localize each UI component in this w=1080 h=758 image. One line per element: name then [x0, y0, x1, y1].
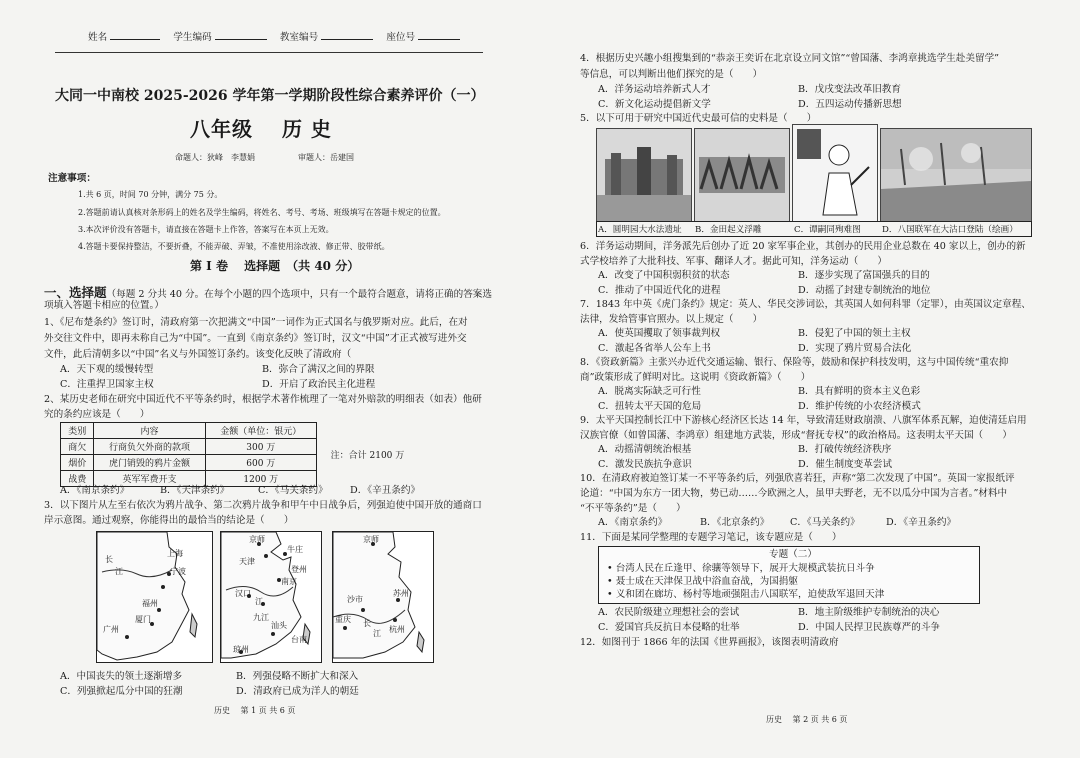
page-footer: 历史 第 1 页 共 6 页 — [214, 706, 296, 715]
q3-option-b[interactable]: B．列强侵略不断扩大和深入 — [236, 671, 359, 682]
q12-line: 12．如图刊于 1866 年的法国《世界画报》，该图表明清政府 — [580, 637, 839, 648]
q3-option-c[interactable]: C．列强掀起瓜分中国的狂潮 — [60, 686, 183, 697]
note-item: 2.答题前请认真核对条形码上的姓名及学生编码，将姓名、考号、考场、班级填写在答题卡规定的位置。 — [78, 208, 446, 217]
q8-option-d[interactable]: D．维护传统的小农经济模式 — [798, 401, 921, 412]
q7-option-c[interactable]: C．激起各省举人公车上书 — [598, 343, 711, 354]
exam-title: 大同一中南校 2025-2026 学年第一学期阶段性综合素养评价（一） — [55, 88, 485, 104]
q4-option-a[interactable]: A．洋务运动培养新式人才 — [598, 84, 711, 95]
q4-option-d[interactable]: D．五四运动传播新思想 — [798, 99, 902, 110]
q10-option-d[interactable]: D．《辛丑条约》 — [886, 517, 957, 528]
table-cell: 600 万 — [205, 455, 316, 471]
map-label: 广州 — [103, 625, 119, 634]
q4-option-b[interactable]: B．戊戌变法改革旧教育 — [798, 84, 901, 95]
map-label: 杭州 — [389, 625, 405, 634]
topic-title: 专题（二） — [769, 549, 817, 560]
caption-b[interactable]: B．金田起义浮雕 — [695, 225, 762, 235]
q4-line: 4．根据历史兴趣小组搜集到的“恭亲王奕䜣在北京设立同文馆”“曾国藩、李鸿章挑选学生赴美留学” — [580, 53, 1000, 64]
map-label: 登州 — [291, 565, 307, 574]
map-label: 京师 — [363, 535, 379, 544]
q2-line: 究的条约应该是（ ） — [44, 409, 150, 420]
map-label: 汉口 — [235, 589, 251, 598]
q3-option-d[interactable]: D．清政府已成为洋人的朝廷 — [236, 686, 359, 697]
map-label: 重庆 — [335, 615, 351, 624]
q4-line: 等信息，可以判断出他们探究的是（ ） — [580, 69, 763, 80]
room-field[interactable] — [321, 29, 373, 40]
map-label: 苏州 — [393, 589, 409, 598]
exam-subject: 八年级 历 史 — [190, 117, 332, 141]
q7-option-d[interactable]: D．实现了鸦片贸易合法化 — [798, 343, 912, 354]
caption-a[interactable]: A．圆明园大水法遗址 — [598, 225, 682, 235]
note-item: 1.共 6 页，时间 70 分钟，满分 75 分。 — [78, 190, 223, 199]
q3-option-a[interactable]: A．中国丧失的领土逐渐增多 — [60, 671, 183, 682]
section-title: 第 I 卷 选择题 （共 40 分） — [190, 259, 360, 273]
q9-line: 汉族官僚（如曾国藩、李鸿章）组建地方武装，形成“督抚专权”的政治格局。这表明太平天国（ ） — [580, 430, 1012, 441]
q6-option-d[interactable]: D．动摇了封建专制统治的地位 — [798, 285, 931, 296]
table-note: 注：合计 2100 万 — [330, 451, 405, 461]
q8-option-c[interactable]: C．扭转太平天国的危局 — [598, 401, 702, 412]
table-header: 金额（单位：银元） — [205, 423, 316, 439]
map-label: 天津 — [239, 557, 255, 566]
q1-line: 1、《尼布楚条约》签订时，清政府第一次把满文“中国”一词作为正式国名与俄罗斯对应。此后，在对 — [44, 317, 468, 328]
map-label: 牛庄 — [287, 545, 303, 554]
table-cell: 英军军费开支 — [94, 471, 205, 487]
caption-c[interactable]: C．谭嗣同殉难图 — [794, 225, 861, 235]
q9-line: 9．太平天国控制长江中下游核心经济区长达 14 年，导致清廷财政崩溃、八旗军体系瓦解，迫使清廷启用 — [580, 415, 1027, 426]
authors: 命题人：狄峰 李慧娟 — [175, 153, 255, 162]
page-footer: 历史 第 2 页 共 6 页 — [766, 715, 848, 724]
q10-line: 10．在清政府被迫签订某一不平等条约后，列强欣喜若狂，声称“第二次发现了中国”。英国一家报纸评 — [580, 473, 1015, 484]
ruins-image — [597, 129, 691, 221]
topic-notes-box — [598, 546, 980, 604]
q6-line: 式学校培养了大批科技、军事、翻译人才。据此可知，洋务运动（ ） — [580, 256, 887, 267]
q9-option-a[interactable]: A．动摇清朝统治根基 — [598, 444, 692, 455]
map-label: 江 — [373, 629, 381, 638]
code-label: 学生编码 — [173, 32, 212, 43]
q7-option-b[interactable]: B．侵犯了中国的领土主权 — [798, 328, 911, 339]
topic-item: • 台湾人民在丘逢甲、徐骧等领导下，展开大规模武装抗日斗争 — [607, 563, 875, 574]
map-label: 宁波 — [170, 567, 186, 576]
treaty-ports-map-2 — [220, 531, 322, 663]
landing-painting — [881, 129, 1031, 221]
photo-landing — [880, 128, 1032, 222]
map-label: 沙市 — [347, 595, 363, 604]
name-label: 姓名 — [88, 32, 108, 43]
coastline-graphic — [97, 532, 212, 662]
seat-label: 座位号 — [386, 32, 416, 43]
q2-option-d[interactable]: D．《辛丑条约》 — [350, 485, 421, 496]
photo-ruins — [596, 128, 692, 222]
table-cell: 战费 — [61, 471, 94, 487]
reviewer: 审题人：岳建国 — [298, 153, 354, 162]
note-item: 4.答题卡要保持整洁，不要折叠，不能弄破、弄皱，不准使用涂改液、修正带、胶带纸。 — [78, 242, 390, 251]
q1-option-c[interactable]: C．注重捍卫国家主权 — [60, 379, 154, 390]
q10-option-a[interactable]: A．《南京条约》 — [598, 517, 668, 528]
q6-line: 6．洋务运动期间，洋务派先后创办了近 20 家军事企业，其创办的民用企业总数在 40 家以上，创办的新 — [580, 241, 1026, 252]
q1-option-d[interactable]: D．开启了政治民主化进程 — [262, 379, 376, 390]
q6-option-a[interactable]: A．改变了中国积弱积贫的状态 — [598, 270, 730, 281]
q8-line: 商”政策形成了鲜明对比。这说明《资政新篇》（ ） — [580, 372, 811, 383]
treaty-ports-map-1 — [96, 531, 213, 663]
table-note-cell — [316, 423, 418, 487]
portrait-image — [793, 125, 877, 221]
q7-line: 7．1843 年中英《虎门条约》规定：英人、华民交涉词讼，其英国人如何科罪（定罪），由英国议定章程、 — [580, 299, 1031, 310]
map-label: 上海 — [167, 549, 183, 558]
table-cell: 商欠 — [61, 439, 94, 455]
table-cell: 行商负欠外商的款项 — [94, 439, 205, 455]
q8-line: 8．《资政新篇》主张兴办近代交通运输、银行、保险等，鼓励和保护科技发明，这与中国传统“重农抑 — [580, 357, 1009, 368]
map-label: 南京 — [281, 577, 297, 586]
q3-line: 岸示意图。通过观察，你能得出的最恰当的结论是（ ） — [44, 515, 294, 526]
q2-option-c[interactable]: C．《马关条约》 — [258, 485, 328, 496]
q2-option-b[interactable]: B．《天津条约》 — [160, 485, 230, 496]
q10-line: 论道：“中国为东方一团大物，势已动……今欧洲之人，虽甲夫野老，无不以瓜分中国为言者。”材料中 — [580, 488, 1008, 499]
caption-d[interactable]: D．八国联军在大沽口登陆（绘画） — [882, 225, 1018, 235]
table-cell: 虎门销毁的鸦片金额 — [94, 455, 205, 471]
table-header-row — [61, 423, 419, 439]
q11-option-c[interactable]: C．爱国官兵反抗日本侵略的壮举 — [598, 622, 740, 633]
q1-option-b[interactable]: B．弥合了满汉之间的界限 — [262, 364, 375, 375]
q2-line: 2、某历史老师在研究中国近代不平等条约时，根据学术著作梳理了一笔对外赔款的明细表（如表）他研 — [44, 394, 482, 405]
seat-field[interactable] — [418, 29, 460, 40]
q1-option-a[interactable]: A．天下观的缓慢转型 — [60, 364, 154, 375]
map-label: 长 — [363, 619, 371, 628]
q5-line: 5．以下可用于研究中国近代史最可信的史料是（ ） — [580, 113, 817, 124]
q2-option-a[interactable]: A．《南京条约》 — [60, 485, 130, 496]
map-label: 台南 — [291, 635, 307, 644]
topic-item: • 义和团在廊坊、杨村等地顽强阻击八国联军，迫使敌军退回天津 — [607, 589, 885, 600]
topic-item: • 聂士成在天津保卫战中浴血奋战，为国捐躯 — [607, 576, 798, 587]
q10-option-c[interactable]: C．《马关条约》 — [790, 517, 860, 528]
q10-option-b[interactable]: B．《北京条约》 — [700, 517, 770, 528]
q1-line: 文件，此后清朝多以“中国”名义与外国签订条约。该变化反映了清政府（ — [44, 349, 352, 360]
table-header: 类别 — [61, 423, 94, 439]
map-label: 江 — [115, 567, 123, 576]
photo-portrait — [792, 124, 878, 222]
q11-option-b[interactable]: B．地主阶级维护专制统治的决心 — [798, 607, 940, 618]
code-field[interactable] — [215, 29, 267, 40]
map-label: 长 — [105, 555, 113, 564]
relief-image — [695, 129, 789, 221]
q6-option-b[interactable]: B．逐步实现了富国强兵的目的 — [798, 270, 930, 281]
map-label: 琼州 — [233, 645, 249, 654]
q8-option-a[interactable]: A．脱离实际缺乏可行性 — [598, 386, 701, 397]
q6-option-c[interactable]: C．推动了中国近代化的进程 — [598, 285, 721, 296]
header-divider — [55, 52, 483, 53]
q11-line: 11．下面是某同学整理的专题学习笔记，该专题应是（ ） — [580, 532, 842, 543]
note-item: 3.本次评价没有答题卡，请直接在答题卡上作答，答案写在本页上无效。 — [78, 225, 334, 234]
q11-option-d[interactable]: D．中国人民捍卫民族尊严的斗争 — [798, 622, 941, 633]
map-label: 江 — [255, 597, 263, 606]
q1-line: 外交往文件中，即再未称自己为“中国”。一直到《南京条约》签订时，汉文“中国”才正式被写进外交 — [44, 333, 467, 344]
notes-heading: 注意事项： — [48, 173, 96, 184]
table-header: 内容 — [94, 423, 205, 439]
room-label: 教室编号 — [279, 32, 319, 43]
table-cell: 烟价 — [61, 455, 94, 471]
reparations-table — [60, 422, 418, 487]
q7-option-a[interactable]: A．使英国攫取了领事裁判权 — [598, 328, 721, 339]
q7-line: 法律，发给管事官照办。以上规定（ ） — [580, 314, 763, 325]
q10-line: “不平等条约”是（ ） — [580, 503, 686, 514]
treaty-ports-map-3 — [332, 531, 434, 663]
part-title: 一、选择题 — [44, 285, 107, 300]
photo-relief — [694, 128, 790, 222]
table-cell: 1200 万 — [205, 471, 316, 487]
student-info-bar — [88, 29, 470, 44]
map-label: 厦门 — [135, 615, 151, 624]
part-desc: （每题 2 分共 40 分。在每个小题的四个选项中，只有一个最符合题意，请将正确的答案选 — [106, 289, 492, 300]
map-label: 京师 — [249, 535, 265, 544]
q8-option-b[interactable]: B．具有鲜明的资本主义色彩 — [798, 386, 921, 397]
page-2 — [540, 0, 1080, 758]
part-desc-2: 项填入答题卡相应的位置。） — [44, 300, 164, 311]
q9-option-d[interactable]: D．催生制度变革尝试 — [798, 459, 893, 470]
map-label: 汕头 — [271, 621, 287, 630]
q3-line: 3．以下图片从左至右依次为鸦片战争、第二次鸦片战争和甲午中日战争后，列强迫使中国开放的通商口 — [44, 500, 482, 511]
q9-option-c[interactable]: C．激发民族抗争意识 — [598, 459, 692, 470]
q4-option-c[interactable]: C．新文化运动提倡新文学 — [598, 99, 711, 110]
map-label: 九江 — [253, 613, 269, 622]
map-label: 福州 — [142, 599, 158, 608]
q11-option-a[interactable]: A．农民阶级建立理想社会的尝试 — [598, 607, 740, 618]
name-field[interactable] — [110, 29, 160, 40]
table-cell: 300 万 — [205, 439, 316, 455]
q9-option-b[interactable]: B．打破传统经济秩序 — [798, 444, 892, 455]
